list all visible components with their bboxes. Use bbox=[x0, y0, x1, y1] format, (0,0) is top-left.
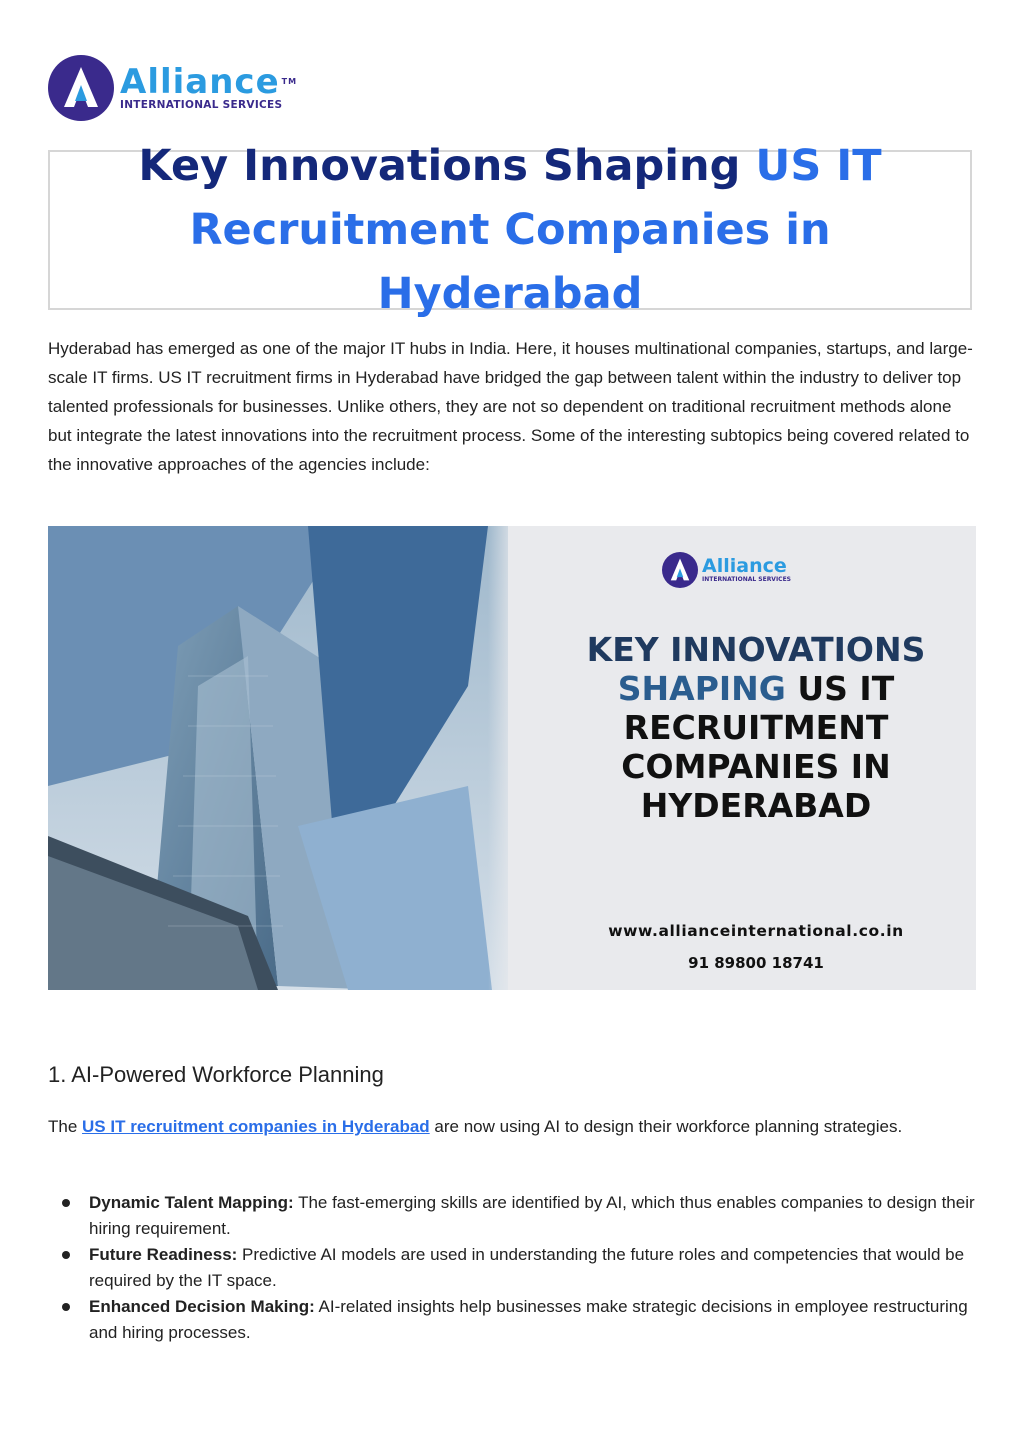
banner-title-line: RECRUITMENT bbox=[623, 708, 889, 747]
bullet-text: AI-related insights help businesses make strategic decisions in employee restructuring and hiring processes. bbox=[89, 1297, 968, 1342]
section-paragraph bbox=[48, 1112, 978, 1141]
list-item bbox=[48, 1190, 978, 1242]
company-logo bbox=[48, 54, 297, 122]
recruitment-companies-link[interactable]: US IT recruitment companies in Hyderabad bbox=[82, 1117, 430, 1136]
list-item bbox=[48, 1242, 978, 1294]
title-box bbox=[48, 141, 972, 319]
list-item bbox=[48, 1294, 978, 1346]
title-part-blue: US IT Recruitment Companies in Hyderabad bbox=[189, 141, 882, 319]
bullet-label: Enhanced Decision Making: bbox=[89, 1297, 315, 1316]
paragraph-text: are now using AI to design their workforce planning strategies. bbox=[429, 1117, 903, 1136]
bullet-icon bbox=[62, 1199, 70, 1207]
logo-word: Alliance bbox=[120, 62, 280, 102]
banner-phone: 91 89800 18741 bbox=[688, 954, 824, 972]
logo-tm: TM bbox=[281, 77, 298, 86]
banner-title-line: HYDERABAD bbox=[640, 786, 872, 825]
banner-title-line: COMPANIES IN bbox=[621, 747, 891, 786]
logo-mark-icon bbox=[48, 55, 114, 121]
bullet-label: Future Readiness: bbox=[89, 1245, 238, 1264]
bullet-icon bbox=[62, 1303, 70, 1311]
banner-url: www.allianceinternational.co.in bbox=[608, 922, 904, 940]
bullet-list bbox=[48, 1190, 978, 1346]
banner-image bbox=[48, 526, 976, 990]
bullet-label: Dynamic Talent Mapping: bbox=[89, 1193, 294, 1212]
bullet-text: The fast-emerging skills are identified by AI, which thus enables companies to design their hiring requirement. bbox=[89, 1193, 975, 1238]
banner-logo-subtitle: INTERNATIONAL SERVICES bbox=[702, 576, 792, 583]
banner-title-line: SHAPING bbox=[617, 669, 786, 708]
paragraph-text: The bbox=[48, 1117, 83, 1136]
title-part-dark: Key Innovations Shaping bbox=[138, 141, 756, 191]
bullet-text: Predictive AI models are used in understanding the future roles and competencies that would be required by the IT space. bbox=[89, 1245, 965, 1290]
intro-paragraph: Hyderabad has emerged as one of the major IT hubs in India. Here, it houses multinational companies, startups, and large-scale IT firms. US IT recruitment firms in Hyderabad have bridged the gap between talent within the industry to deliver top talented professionals for businesses. Unlike others, they are not so dependent on traditional recruitment methods alone but integrate the latest innovations into the recruitment process. Some of the interesting subtopics being covered related to the innovative approaches of the agencies include: bbox=[48, 339, 973, 474]
section-heading: 1. AI-Powered Workforce Planning bbox=[48, 1062, 384, 1087]
banner-title-line: KEY INNOVATIONS bbox=[586, 630, 926, 669]
banner-logo-mark-icon bbox=[662, 552, 698, 588]
page-title bbox=[50, 134, 970, 326]
banner-logo bbox=[662, 552, 791, 588]
banner-logo-word: Alliance bbox=[702, 555, 787, 577]
logo-subtitle: INTERNATIONAL SERVICES bbox=[120, 99, 283, 111]
banner-title bbox=[536, 630, 976, 825]
bullet-icon bbox=[62, 1251, 70, 1259]
banner-title-line: US IT bbox=[785, 669, 895, 708]
